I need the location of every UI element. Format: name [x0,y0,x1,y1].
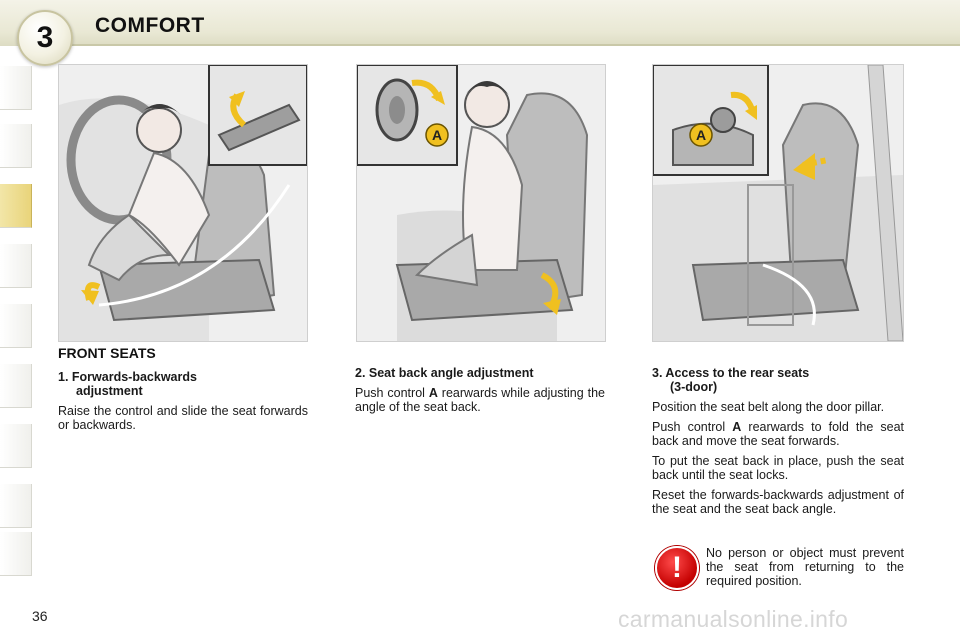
text-run: Push control [652,420,726,434]
heading-forwards-backwards [58,370,308,398]
text-run: rearwards to fold the seat back and move the seat forwards. [652,420,905,448]
chapter-tab-7[interactable] [0,424,32,468]
text-run: rearwards while adjusting the angle of the seat back. [355,386,605,414]
paragraph [652,420,904,448]
paragraph [355,386,605,414]
marker-label: A [695,127,707,143]
section-title: FRONT SEATS [58,345,156,361]
paragraph: Raise the control and slide the seat forwards or backwards. [58,404,308,432]
chapter-number: 3 [36,21,54,54]
chapter-tab-8[interactable] [0,484,32,528]
watermark: carmanualsonline.info [618,606,849,632]
chapter-tab-4[interactable] [0,244,32,288]
page-title: COMFORT [95,14,205,37]
column-rear-access [652,366,904,522]
warning-text: No person or object must prevent the seat from returning to the required position. [706,546,904,588]
chapter-tab-6[interactable] [0,364,32,408]
chapter-tabs [0,66,34,576]
chapter-tab-1[interactable] [0,66,32,110]
heading-line: (3-door) [670,380,718,394]
control-label: A [428,386,438,400]
chapter-tab-9[interactable] [0,532,32,576]
illustration-rear-access [652,64,904,342]
paragraph: Position the seat belt along the door pillar. [652,400,885,414]
illustration-forwards-backwards [58,64,308,342]
heading-line: 1. Forwards-backwards [58,370,197,384]
paragraph: To put the seat back in place, push the seat back until the seat locks. [652,454,904,482]
warning-symbol: ! [672,551,682,584]
heading-line: 3. Access to the rear seats [652,366,810,380]
header-rule [60,44,960,46]
chapter-number-badge [17,10,73,66]
marker-label: A [431,127,443,143]
page-number: 36 [32,608,48,624]
chapter-tab-5[interactable] [0,304,32,348]
heading-rear-access [652,366,904,394]
heading-line: adjustment [76,384,143,398]
paragraph: Reset the forwards-backwards adjustment of the seat and the seat back angle. [652,488,904,516]
text-run: Push control [355,386,425,400]
column-seat-back-angle [355,366,605,420]
heading-seat-back-angle: 2. Seat back angle adjustment [355,366,534,380]
illustration-seat-back-angle [356,64,606,342]
chapter-tab-2[interactable] [0,124,32,168]
chapter-tab-3-active[interactable] [0,184,32,228]
exclamation-warning-icon [655,546,699,590]
control-label: A [732,420,742,434]
column-forwards-backwards [58,370,308,438]
